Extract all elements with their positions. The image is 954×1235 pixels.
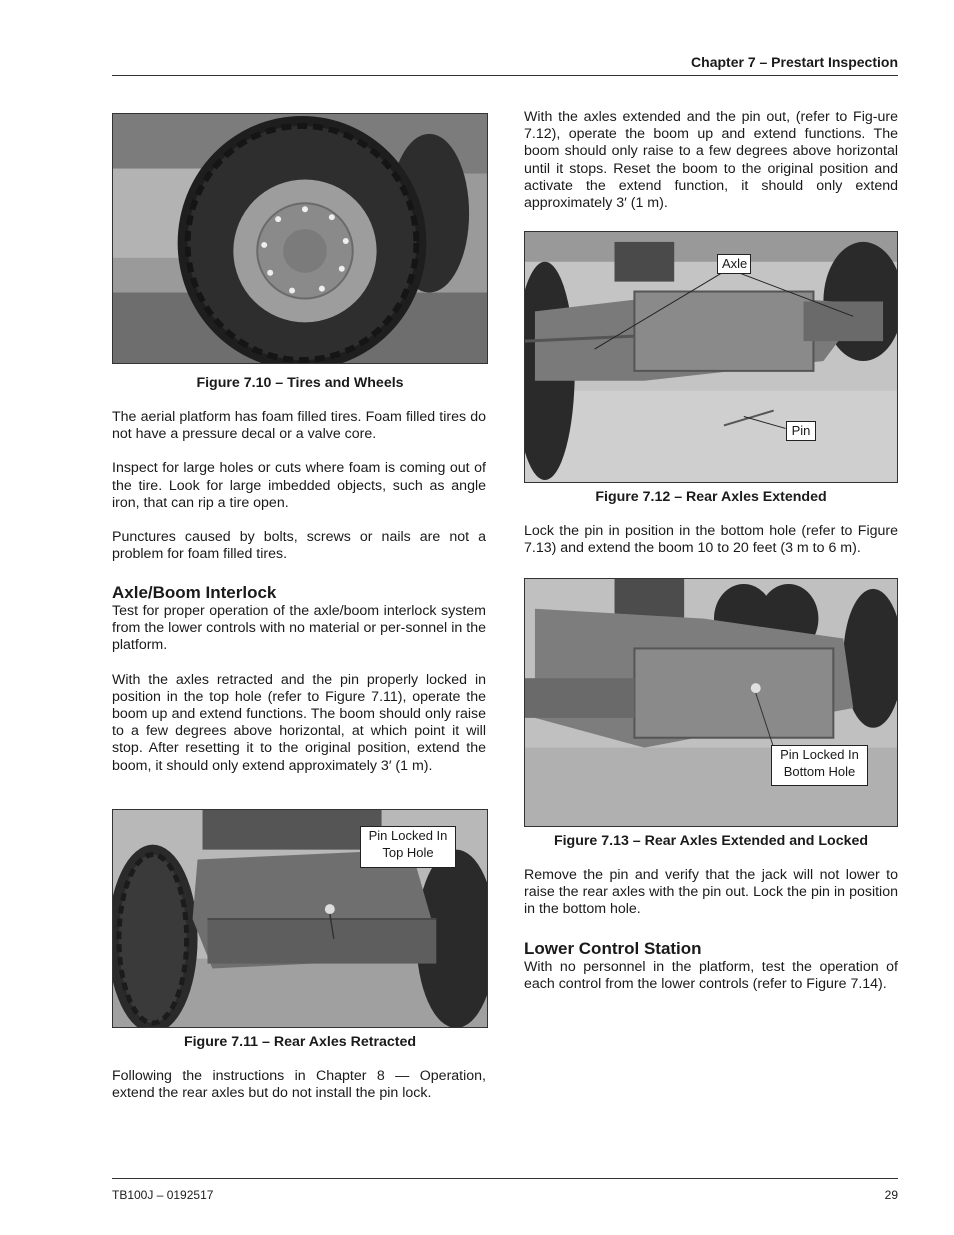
section-heading-lower-control-station: Lower Control Station (524, 939, 702, 958)
figure-7-12-caption: Figure 7.12 – Rear Axles Extended (595, 489, 827, 505)
figure-7-13-photo (524, 578, 898, 827)
right-column-text-c (524, 867, 898, 936)
figure-7-11-caption: Figure 7.11 – Rear Axles Retracted (183, 1034, 417, 1050)
paragraph: Following the instructions in Chapter 8 — Operation, extend the rear axles but do not install the pin lock. (112, 1068, 486, 1102)
paragraph: Inspect for large holes or cuts where foam is coming out of the tire. Look for large imbedded objects, such as angle iron, that can rip a tire open. (112, 460, 486, 511)
paragraph: Remove the pin and verify that the jack will not lower to raise the rear axles with the pin out. Lock the pin in position in the bottom hole. (524, 867, 898, 918)
tire-wheel-illustration (113, 114, 487, 363)
paragraph: With the axles extended and the pin out, (refer to Fig-ure 7.12), operate the boom up and extend functions. The boom should only raise to a few degrees above horizontal until it stops. Reset the boom to the original position and activate the extend function, it should only extend approximately 3′ (1 m). (524, 109, 898, 212)
page-number: 29 (884, 1188, 898, 1202)
left-column-text-b (112, 603, 486, 792)
rear-axles-extended-locked-illustration (525, 579, 897, 826)
paragraph: Test for proper operation of the axle/boom interlock system from the lower controls with no material or per-sonnel in the platform. (112, 603, 486, 654)
callout-pin-locked-bottom-hole (771, 745, 868, 786)
footer-doc-id: TB100J – 0192517 (112, 1188, 214, 1202)
footer-rule (112, 1178, 898, 1179)
paragraph: The aerial platform has foam filled tires. Foam filled tires do not have a pressure decal or a valve core. (112, 409, 486, 443)
callout-line: Bottom Hole (783, 763, 856, 779)
left-column-text-a (112, 409, 486, 580)
figure-7-10-photo (112, 113, 488, 364)
paragraph: Punctures caused by bolts, screws or nails are not a problem for foam filled tires. (112, 529, 486, 563)
paragraph: Lock the pin in position in the bottom hole (refer to Figure 7.13) and extend the boom 10 to 20 feet (3 m to 6 m). (524, 523, 898, 557)
paragraph: With no personnel in the platform, test the operation of each control from the lower controls (refer to Figure 7.14). (524, 959, 898, 993)
right-column-text-b (524, 523, 898, 574)
right-column-text-a (524, 109, 898, 229)
callout-pin-locked-top-hole (360, 826, 456, 868)
figure-7-12-photo (524, 231, 898, 483)
callout-pin: Pin (786, 421, 816, 441)
callout-line: Top Hole (382, 844, 434, 860)
left-column-text-c (112, 1068, 486, 1119)
paragraph: With the axles retracted and the pin properly locked in position in the top hole (refer to Figure 7.11), operate the boom up and extend functions. The boom should only raise to a few degrees above horizontal, at which point it will stop. After resetting it to the original position, extend the boom, it should only extend approximately 3′ (1 m). (112, 671, 486, 774)
figure-7-13-caption: Figure 7.13 – Rear Axles Extended and Locked (553, 833, 869, 849)
callout-line: Pin Locked In (780, 747, 859, 762)
chapter-title: Chapter 7 – Prestart Inspection (691, 54, 898, 70)
callout-line: Pin Locked In (368, 828, 448, 843)
rear-axles-extended-illustration (525, 232, 897, 482)
figure-7-10-caption: Figure 7.10 – Tires and Wheels (196, 375, 404, 391)
section-heading-axle-boom-interlock: Axle/Boom Interlock (112, 583, 277, 602)
right-column-text-d (524, 959, 898, 1010)
callout-axle: Axle (717, 254, 751, 274)
header-rule (112, 75, 898, 76)
